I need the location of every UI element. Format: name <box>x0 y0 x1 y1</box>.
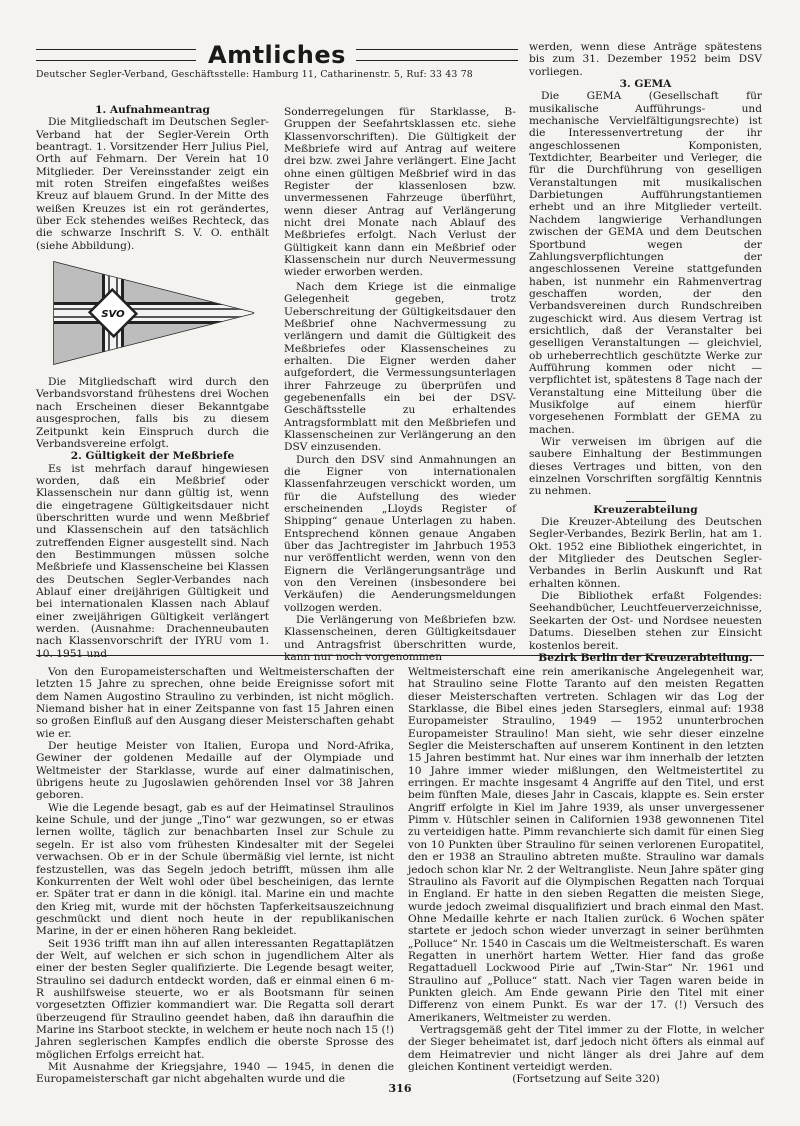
club-pennant-image <box>36 256 269 373</box>
heading-aufnahmeantrag: 1. Aufnahmeantrag <box>95 104 210 116</box>
header-rule-right <box>356 49 518 61</box>
paragraph: Die Kreuzer-Abteilung des Deutschen Segler-Verbandes, Bezirk Berlin, hat am 1. Okt. 1952 eine Bibliothek eingerichtet, in der Mitglieder des Deutschen Segler-Verbandes in Berlin Auskunft und Rat erhalten können. <box>529 516 762 590</box>
article-column-right <box>408 666 764 1086</box>
paragraph: Die GEMA (Gesellschaft für musikalische Aufführungs- und mechanische Vervielfältigungsrechte) ist die Interessenvertretung der ihr angeschlossenen Komponisten, Textdichter, Bearbeiter und Verleger, die für die Durchführung von geselligen Veranstaltungen mit musikalischen Darbietungen Aufführungstantiemen erhebt und an ihre Mitglieder verteilt. Nachdem langwierige Verhandlungen zwischen der GEMA und dem Deutschen Sportbund wegen der Zahlungsverpflichtungen der angeschlossenen Vereine stattgefunden haben, ist nunmehr ein Rahmenvertrag geschaffen worden, der den Verbandsvereinen durch Rundschreiben zugeschickt wird. Aus diesem Vertrag ist ersichtlich, daß der Veranstalter bei geselligen Veranstaltungen — gleichviel, ob urheberrechtlich geschützte Werke zur Aufführung kommen oder nicht — verpflichtet ist, spätestens 8 Tage nach der Veranstaltung eine Mitteilung über die Musikfolge auf einem hierfür vorgesehenen Formblatt der GEMA zu machen. <box>529 90 762 436</box>
paragraph: Weltmeisterschaft eine rein amerikanische Angelegenheit war, hat Straulino seine Flotte Taranto auf den meisten Regatten dieser Meisterschaften vertreten. Schlagen wir das Log der Starklasse, die Bibel eines jeden Starseglers, einmal auf: 1938 Europameister Straulino, 1949 — 1952 ununterbrochen Europameister Straulino! Man sieht, wie sehr dieser einzelne Segler die Meisterschaften auf unserem Kontinent in den letzten 15 Jahren bestimmt hat. Nur eines war ihm innerhalb der letzten 10 Jahre immer wieder mißlungen, den Weltmeistertitel zu erringen. Er machte insgesamt 4 Angriffe auf den Titel, und erst beim fünften Male, dieses Jahr in Cascais, klappte es. Sein erster Angriff erfolgte in Kiel im Jahre 1939, als unser unvergessener Pimm v. Hütschler seinen in Californien 1938 gewonnenen Titel zu verteidigen hatte. Pimm revanchierte sich damit für einen Sieg von 10 Punkten über Straulino für seinen verlorenen Europatitel, den er 1938 an Straulino abtreten mußte. Straulino war damals jedoch schon klar Nr. 2 der Weltrangliste. Neun Jahre später ging Straulino als Favorit auf die Olympischen Regatten nach Torquai in England. Er hatte in den sieben Regatten die meisten Siege, wurde jedoch zweimal disqualifiziert und brach einmal den Mast. Ohne Medaille kehrte er nach Italien zurück. 6 Wochen später startete er jedoch schon wieder unverzagt in seiner berühmten „Polluce“ Nr. 1540 in Cascais um die Weltmeisterschaft. Es waren Regatten in unerhört hartem Wetter. Hier fand das große Regattaduell Lockwood Pirie auf „Twin-Star“ Nr. 1961 und Straulino auf „Polluce“ statt. Nach vier Tagen waren beide in Punkten gleich. Am Ende gewann Pirie den Titel mit einer Differenz von einem Punkt. Es war der 17. (!) Versuch des Amerikaners, Weltmeister zu werden. <box>408 666 764 1024</box>
horizontal-divider <box>36 655 764 656</box>
section-subtitle: Deutscher Segler-Verband, Geschäftsstelle: Hamburg 11, Catharinenstr. 5, Ruf: 33 43 78 <box>36 69 473 80</box>
pennant-figure <box>36 256 269 373</box>
section-title: Amtliches <box>208 41 346 69</box>
paragraph: Wie die Legende besagt, gab es auf der Heimatinsel Straulinos keine Schule, und der junge „Tino“ war gezwungen, so er etwas lernen wollte, täglich zur benachbarten Insel zur Schule zu segeln. Er ist also vom frühesten Kindesalter mit der Segelei verwachsen. Ob er in der Schule übermäßig viel lernte, ist nicht festzustellen, was das Segeln jedoch betrifft, müssen ihm alle Konkurrenten der Welt wohl oder übel bescheinigen, das lernte er. Später trat er dann in die königl. ital. Marine ein und machte den Krieg mit, wurde mit der höchsten Tapferkeitsauszeichnung geschmückt und dient noch heute in der republikanischen Marine, in der er einen höheren Rang bekleidet. <box>36 801 394 938</box>
section-divider <box>626 501 666 502</box>
page-number: 316 <box>388 1082 412 1095</box>
column-3 <box>529 41 762 664</box>
paragraph: Wir verweisen im übrigen auf die saubere Einhaltung der Bestimmungen dieses Vertrages und bitten, von den einzelnen Vorschriften sorgfältig Kenntnis zu nehmen. <box>529 436 762 498</box>
paragraph: Durch den DSV sind Anmahnungen an die Eigner von internationalen Klassenfahrzeugen verschickt worden, um für die Aufstellung des wieder erscheinenden „Lloyds Register of Shipping“ genaue Unterlagen zu haben. Entsprechend können genaue Angaben über das Jachtregister im Jahrbuch 1953 nur veröffentlicht werden, wenn von den Eignern die Verlängerungsanträge und von den Vereinen (insbesondere bei Verkäufen) die Aenderungsmeldungen vollzogen werden. <box>284 453 516 614</box>
paragraph: Die Verlängerung von Meßbriefen bzw. Klassenscheinen, deren Gültigkeitsdauer und Antragsfrist überschritten wurde, kann nur noch vorgenommen <box>284 614 516 664</box>
paragraph: werden, wenn diese Anträge spätestens bis zum 31. Dezember 1952 beim DSV vorliegen. <box>529 41 762 78</box>
paragraph: Nach dem Kriege ist die einmalige Gelegenheit gegeben, trotz Ueberschreitung der Gültigkeitsdauer den Meßbrief ohne Nachvermessung zu verlängern und damit die Gültigkeit des Meßbriefes oder Klassenscheines zu erhalten. Die Eigner werden daher aufgefordert, die Vermessungsunterlagen ihrer Fahrzeuge zu überprüfen und gegebenenfalls ein bei der DSV-Geschäftsstelle zu erhaltendes Antragsformblatt mit den Meßbriefen und Klassenscheinen zur Verlängerung an den DSV einzusenden. <box>284 280 516 454</box>
paragraph: Seit 1936 trifft man ihn auf allen interessanten Regattaplätzen der Welt, auf welchen er sich schon in jugendlichem Alter als einer der besten Segler qualifizierte. Die Legende besagt weiter, Straulino sei dadurch entdeckt worden, daß er einmal einen 6 m-R aushilfsweise steuerte, wo er als Bootsmann für seinen vorgesetzten Offizier kommandiert war. Die Regatta soll derart überzeugend für Straulino geendet haben, daß ihn daraufhin die Marine ins Starboot steckte, in welchem er heute noch nach 15 (!) Jahren seglerischen Kampfes endlich die oberste Sprosse des möglichen Erfolgs erreicht hat. <box>36 937 394 1061</box>
paragraph: Die Bibliothek erfaßt Folgendes: Seehandbücher, Leuchtfeuerverzeichnisse, Seekarten der Ost- und Nordsee neuesten Datums. Dieselben stehen zur Einsicht kostenlos bereit. <box>529 590 762 652</box>
paragraph: Mit Ausnahme der Kriegsjahre, 1940 — 1945, in denen die Europameisterschaft gar nicht abgehalten wurde und die <box>36 1061 394 1086</box>
column-1 <box>36 104 269 660</box>
section-header <box>36 40 518 80</box>
pennant-inscription: SVO <box>101 309 125 321</box>
paragraph: Sonderregelungen für Starklasse, B-Gruppen der Seefahrtsklassen etc. siehe Klassenvorschriften). Die Gültigkeit der Meßbriefe wird auf Antrag auf weitere drei bzw. zwei Jahre verlängert. Eine Jacht ohne einen gültigen Meßbrief wird in das Register der klassenlosen bzw. unvermessenen Fahrzeuge überführt, wenn dieser Antrag auf Verlängerung nicht drei Monate nach Ablauf des Meßbriefes erfolgt. Nach Verlust der Gültigkeit kann dann ein Meßbrief oder Klassenschein nur durch Neuvermessung wieder erworben werden. <box>284 106 516 279</box>
heading-gema: 3. GEMA <box>619 78 672 91</box>
paragraph: Der heutige Meister von Italien, Europa und Nord-Afrika, Gewiner der goldenen Medaille auf der Olympiade und Weltmeister der Starklasse, wurde auf einer dalmatinischen, übrigens heute zu Jugoslawien gehörenden Insel vor 38 Jahren geboren. <box>36 740 394 802</box>
paragraph: Die Mitgliedschaft wird durch den Verbandsvorstand frühestens drei Wochen nach Erscheinen dieser Bekanntgabe ausgesprochen, falls bis zu diesem Zeitpunkt kein Einspruch durch die Verbandsvereine erfolgt. <box>36 376 269 450</box>
heading-kreuzerabteilung: Kreuzerabteilung <box>593 503 698 516</box>
article-column-left <box>36 666 394 1086</box>
column-2 <box>284 106 516 663</box>
paragraph: Es ist mehrfach darauf hingewiesen worden, daß ein Meßbrief oder Klassenschein nur dann gültig ist, wenn die eingetragene Gültigkeitsdauer nicht überschritten wurde und wenn Meßbrief und Klassenschein auf den tatsächlich zutreffenden Eigner ausgestellt sind. Nach den Bestimmungen müssen solche Meßbriefe und Klassenscheine bei Klassen des Deutschen Segler-Verbandes nach Ablauf einer dreijährigen Gültigkeit und bei internationalen Klassen nach Ablauf einer zweijährigen Gültigkeit verlängert werden. (Ausnahme: Drachenneubauten nach Klassenvorschrift der IYRU vom 1. 10. 1951 und <box>36 462 269 660</box>
paragraph: Die Mitgliedschaft im Deutschen Segler-Verband hat der Segler-Verein Orth beantragt. 1. Vorsitzender Herr Julius Piel, Orth auf Fehmarn. Der Verein hat 10 Mitglieder. Der Vereinsstander zeigt ein mit roten Streifen eingefaßtes weißes Kreuz auf blauem Grund. In der Mitte des weißen Kreuzes ist ein rot gerändertes, über Eck stehendes weißes Rechteck, das die schwarze Inschrift S. V. O. enthält (siehe Abbildung). <box>36 116 269 252</box>
heading-gueltigkeit: 2. Gültigkeit der Meßbriefe <box>70 450 235 463</box>
continuation-note: (Fortsetzung auf Seite 320) <box>512 1073 660 1086</box>
signature: Bezirk Berlin der Kreuzerabteilung. <box>538 651 753 664</box>
paragraph: Von den Europameisterschaften und Weltmeisterschaften der letzten 15 Jahre zu sprechen, ohne beide Ereignisse sofort mit dem Namen Augostino Straulino zu verbinden, ist nicht möglich. Niemand bisher hat in einer Zeitspanne von fast 15 Jahren einen so großen Einfluß auf den Ausgang dieser Meisterschaften gehabt wie er. <box>36 666 394 740</box>
header-rule-left <box>36 49 196 61</box>
paragraph: Vertragsgemäß geht der Titel immer zu der Flotte, in welcher der Sieger beheimatet ist, darf jedoch nicht öfters als einmal auf dem Heimatrevier und nicht länger als drei Jahre auf dem gleichen Kontinent verteidigt werden. <box>408 1023 764 1073</box>
